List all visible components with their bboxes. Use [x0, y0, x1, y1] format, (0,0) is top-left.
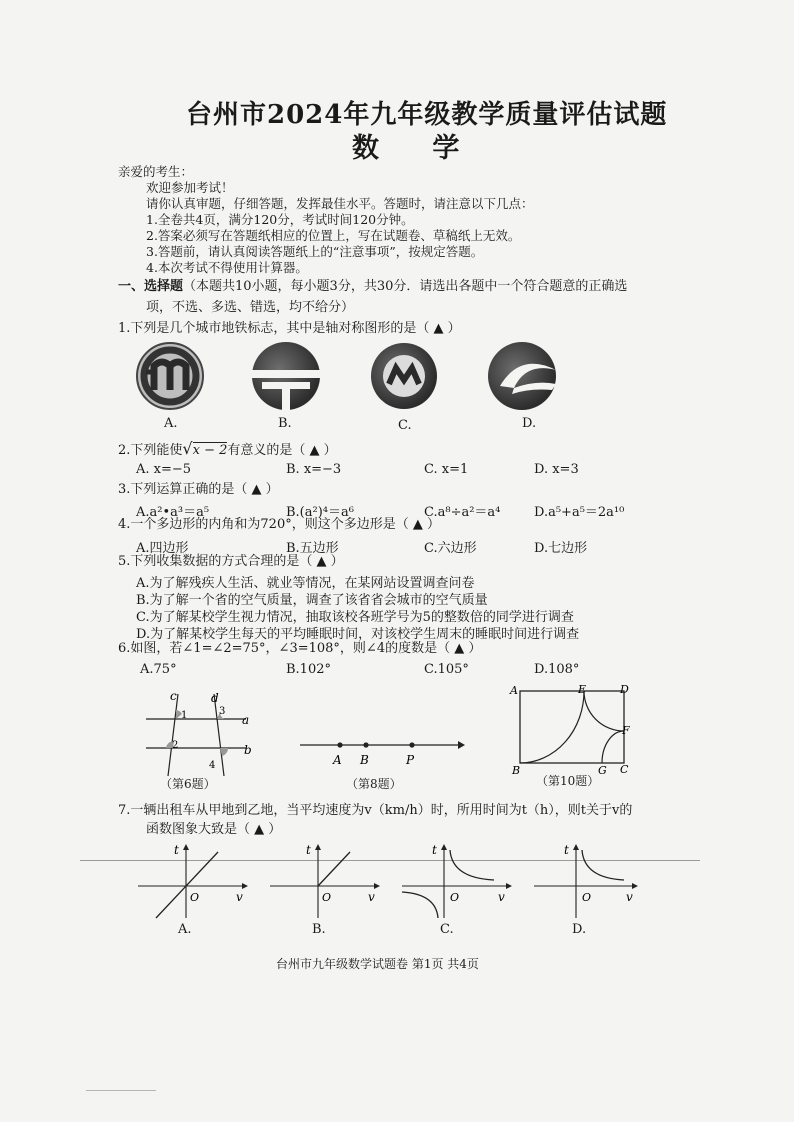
subject-title: 数 学: [352, 133, 482, 164]
figure-6: [138, 688, 268, 778]
q1-option-c: C.: [398, 418, 412, 433]
question-1-stem: 1.下列是几个城市地铁标志，其中是轴对称图形的是（ ▲ ）: [118, 321, 461, 336]
notice-item: 2.答案必须写在答题纸相应的位置上，写在试题卷、草稿纸上无效。: [146, 228, 521, 243]
q2-option-d: D. x=3: [534, 462, 579, 477]
fig6-label: 3: [219, 706, 226, 717]
sqrt-icon: √: [182, 439, 193, 458]
axis-t-label: t: [174, 843, 179, 857]
fig8-caption: （第8题）: [346, 777, 402, 791]
fig10-label: C: [620, 763, 629, 774]
q6-option-d: D.108°: [534, 662, 580, 677]
question-7-line1: 7.一辆出租车从甲地到乙地，当平均速度为v（km/h）时，所用时间为t（h），则t关于v的: [118, 803, 633, 818]
q7-graph-b: [262, 842, 382, 922]
axis-origin-label: O: [322, 891, 332, 904]
fig10-label: B: [512, 764, 521, 774]
q1-option-d: D.: [522, 416, 537, 431]
fig6-label: b: [244, 743, 252, 757]
metro-logo-d: [488, 342, 556, 410]
q7-option-c: C.: [440, 922, 454, 937]
q6-option-b: B.102°: [286, 662, 331, 677]
axis-v-label: v: [498, 890, 505, 904]
q4-option-a: A.四边形: [136, 541, 189, 556]
fig6-label: 2: [172, 740, 179, 751]
notice-intro: 请你认真审题，仔细答题，发挥最佳水平。答题时，请注意以下几点：: [146, 196, 534, 211]
q2-radicand: x − 2: [192, 443, 228, 458]
q2-option-a: A. x=−5: [136, 462, 192, 477]
axis-v-label: v: [626, 890, 633, 904]
q7-graph-c: [394, 842, 514, 922]
q5-option-a: A.为了解残疾人生活、就业等情况，在某网站设置调查问卷: [136, 576, 475, 591]
metro-logo-c: [371, 343, 437, 409]
notice-item: 3.答题前，请认真阅读答题纸上的“注意事项”，按规定答题。: [146, 244, 484, 259]
notice-item: 4.本次考试不得使用计算器。: [146, 260, 308, 275]
q2-stem-b: 有意义的是（ ▲ ）: [227, 443, 337, 458]
axis-origin-label: O: [450, 891, 460, 904]
q4-option-d: D.七边形: [534, 541, 588, 556]
q3-option-d: D.a⁵+a⁵＝2a¹⁰: [534, 505, 625, 520]
fig10-caption: （第10题）: [536, 774, 600, 788]
q6-option-c: C.105°: [424, 662, 469, 677]
axis-v-label: v: [368, 890, 375, 904]
fig6-label: a: [242, 713, 250, 727]
section-desc-2: 项，不选、多选、错选，均不给分）: [146, 300, 355, 315]
figure-10: [506, 682, 636, 774]
q2-option-c: C. x=1: [424, 462, 469, 477]
q2-stem-a: 2.下列能使: [118, 443, 183, 458]
axis-t-label: t: [306, 843, 311, 857]
question-2-stem: [118, 441, 337, 459]
fig10-label: F: [622, 724, 630, 737]
q3-option-a: A.a²•a³＝a⁵: [136, 505, 210, 520]
q3-option-c: C.a⁸÷a²＝a⁴: [424, 505, 501, 520]
notice-greeting: 亲爱的考生：: [118, 164, 194, 179]
q6-option-a: A.75°: [140, 662, 177, 677]
fig8-label: B: [360, 753, 369, 767]
q7-option-a: A.: [178, 922, 192, 937]
question-3-stem: 3.下列运算正确的是（ ▲ ）: [118, 482, 279, 497]
q7-option-b: B.: [312, 922, 326, 937]
fig6-label: c: [170, 689, 177, 703]
q1-option-a: A.: [164, 416, 178, 431]
question-6-stem: 6.如图，若∠1=∠2=75°，∠3=108°，则∠4的度数是（ ▲ ）: [118, 641, 482, 656]
notice-welcome: 欢迎参加考试！: [146, 180, 234, 195]
figure-8: [296, 735, 466, 767]
fig10-label: A: [510, 684, 518, 697]
q1-option-b: B.: [278, 416, 292, 431]
exam-title: 台州市2024年九年级教学质量评估试题: [186, 100, 668, 130]
scan-artifact-line: [86, 1090, 156, 1091]
axis-t-label: t: [432, 843, 437, 857]
axis-t-label: t: [564, 843, 569, 857]
fig10-label: G: [598, 764, 607, 774]
axis-v-label: v: [236, 890, 243, 904]
axis-origin-label: O: [582, 891, 592, 904]
axis-origin-label: O: [190, 891, 200, 904]
question-5-stem: 5.下列收集数据的方式合理的是（ ▲ ）: [118, 554, 344, 569]
q3-option-b: B.(a²)⁴＝a⁶: [286, 505, 354, 520]
fig6-caption: （第6题）: [160, 777, 216, 791]
fig8-label: A: [333, 753, 342, 767]
metro-logo-a: [137, 343, 203, 409]
question-4-stem: 4.一个多边形的内角和为720°，则这个多边形是（ ▲ ）: [118, 517, 440, 532]
section-desc: （本题共10小题，每小题3分，共30分．请选出各题中一个符合题意的正确选: [183, 279, 628, 294]
question-7-line2: 函数图象大致是（ ▲ ）: [146, 822, 282, 837]
fig8-label: P: [406, 753, 415, 767]
fig6-label: 1: [181, 710, 188, 721]
q7-graph-d: [526, 842, 646, 922]
q1-logos: [128, 338, 668, 418]
q7-graph-a: [130, 842, 250, 922]
fig10-label: E: [578, 683, 587, 696]
q2-option-b: B. x=−3: [286, 462, 342, 477]
section-label: 一、选择题: [118, 279, 184, 294]
q7-option-d: D.: [572, 922, 587, 937]
q4-option-b: B.五边形: [286, 541, 339, 556]
metro-logo-b: [250, 342, 322, 414]
fig6-label: d: [211, 691, 219, 705]
notice-item: 1.全卷共4页，满分120分，考试时间120分钟。: [146, 212, 414, 227]
q5-option-d: D.为了解某校学生每天的平均睡眠时间，对该校学生周末的睡眠时间进行调查: [136, 627, 580, 642]
page-footer: 台州市九年级数学试题卷 第1页 共4页: [276, 957, 479, 971]
fig10-label: D: [620, 683, 629, 696]
q5-option-c: C.为了解某校学生视力情况，抽取该校各班学号为5的整数倍的同学进行调查: [136, 610, 574, 625]
q5-option-b: B.为了解一个省的空气质量，调查了该省省会城市的空气质量: [136, 593, 488, 608]
fig6-label: 4: [209, 760, 216, 771]
q4-option-c: C.六边形: [424, 541, 477, 556]
